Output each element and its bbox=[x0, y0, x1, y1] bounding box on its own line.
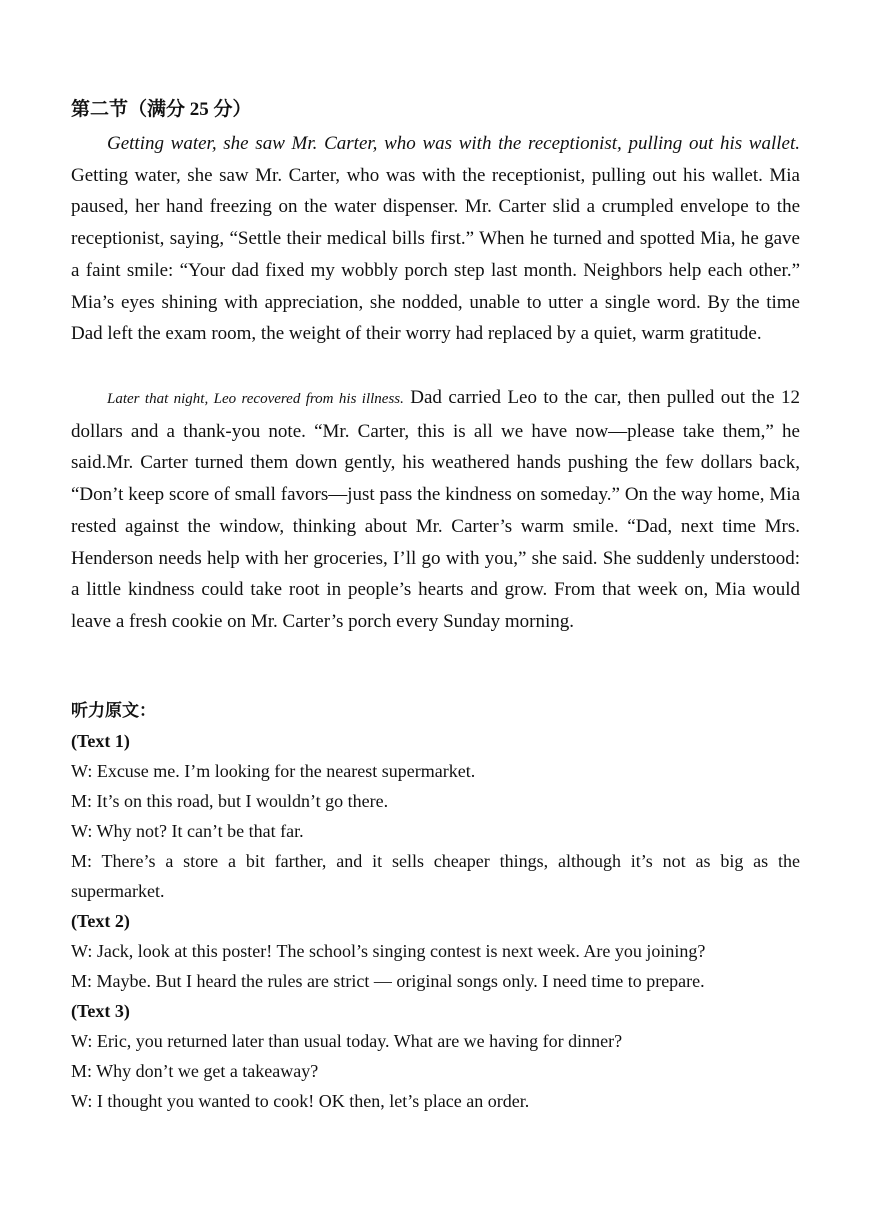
text-block-1 bbox=[71, 726, 800, 906]
dialogue-line: M: Maybe. But I heard the rules are strict — original songs only. I need time to prepare. bbox=[71, 971, 705, 991]
paragraph-body: Getting water, she saw Mr. Carter, who was with the receptionist, pulling out his wallet. Mia paused, her hand freezing on the water dispenser. Mr. Carter slid a crumpled envelope to the receptionist, saying, “Settle their medical bills first.” When he turned and spotted Mia, he gave a faint smile: “Your dad fixed my wobbly porch step last month. Neighbors help each other.” Mia’s eyes shining with appreciation, she nodded, unable to utter a single word. By the time Dad left the exam room, the weight of their worry had replaced by a quiet, warm gratitude. bbox=[71, 164, 800, 345]
dialogue-line: W: Excuse me. I’m looking for the nearest supermarket. bbox=[71, 761, 476, 781]
story-paragraph-2 bbox=[71, 382, 800, 638]
text-block-3 bbox=[71, 996, 800, 1116]
text-block-2 bbox=[71, 906, 800, 996]
listening-transcript bbox=[71, 696, 800, 1116]
dialogue-line: W: I thought you wanted to cook! OK then, let’s place an order. bbox=[71, 1091, 530, 1111]
story-paragraph-1 bbox=[71, 128, 800, 350]
section-title: 第二节（满分 25 分） bbox=[71, 99, 252, 120]
dialogue-line: W: Eric, you returned later than usual today. What are we having for dinner? bbox=[71, 1031, 623, 1051]
dialogue-line: M: Why don’t we get a takeaway? bbox=[71, 1061, 319, 1081]
text-label: (Text 3) bbox=[71, 1001, 130, 1021]
dialogue-line: M: It’s on this road, but I wouldn’t go there. bbox=[71, 791, 389, 811]
paragraph-lead-sentence: Getting water, she saw Mr. Carter, who was with the receptionist, pulling out his wallet. bbox=[107, 133, 800, 154]
text-label: (Text 2) bbox=[71, 911, 130, 931]
dialogue-line: W: Jack, look at this poster! The school’s singing contest is next week. Are you joining? bbox=[71, 941, 706, 961]
paragraph-body: Dad carried Leo to the car, then pulled out the 12 dollars and a thank-you note. “Mr. Carter, this is all we have now—please take them,” he said.Mr. Carter turned them down gently, his weathered hands pushing the few dollars back, “Don’t keep score of small favors—just pass the kindness on someday.” On the way home, Mia rested against the window, thinking about Mr. Carter’s warm smile. “Dad, next time Mrs. Henderson needs help with her groceries, I’ll go with you,” she said. She suddenly understood: a little kindness could take root in people’s hearts and grow. From that week on, Mia would leave a fresh cookie on Mr. Carter’s porch every Sunday morning. bbox=[71, 387, 800, 632]
dialogue-line: W: Why not? It can’t be that far. bbox=[71, 821, 304, 841]
dialogue-line: M: There’s a store a bit farther, and it sells cheaper things, although it’s not as big as the supermarket. bbox=[71, 851, 800, 901]
text-label: (Text 1) bbox=[71, 731, 130, 751]
listening-heading: 听力原文： bbox=[71, 701, 156, 721]
paragraph-lead-sentence: Later that night, Leo recovered from his illness. bbox=[107, 391, 404, 407]
